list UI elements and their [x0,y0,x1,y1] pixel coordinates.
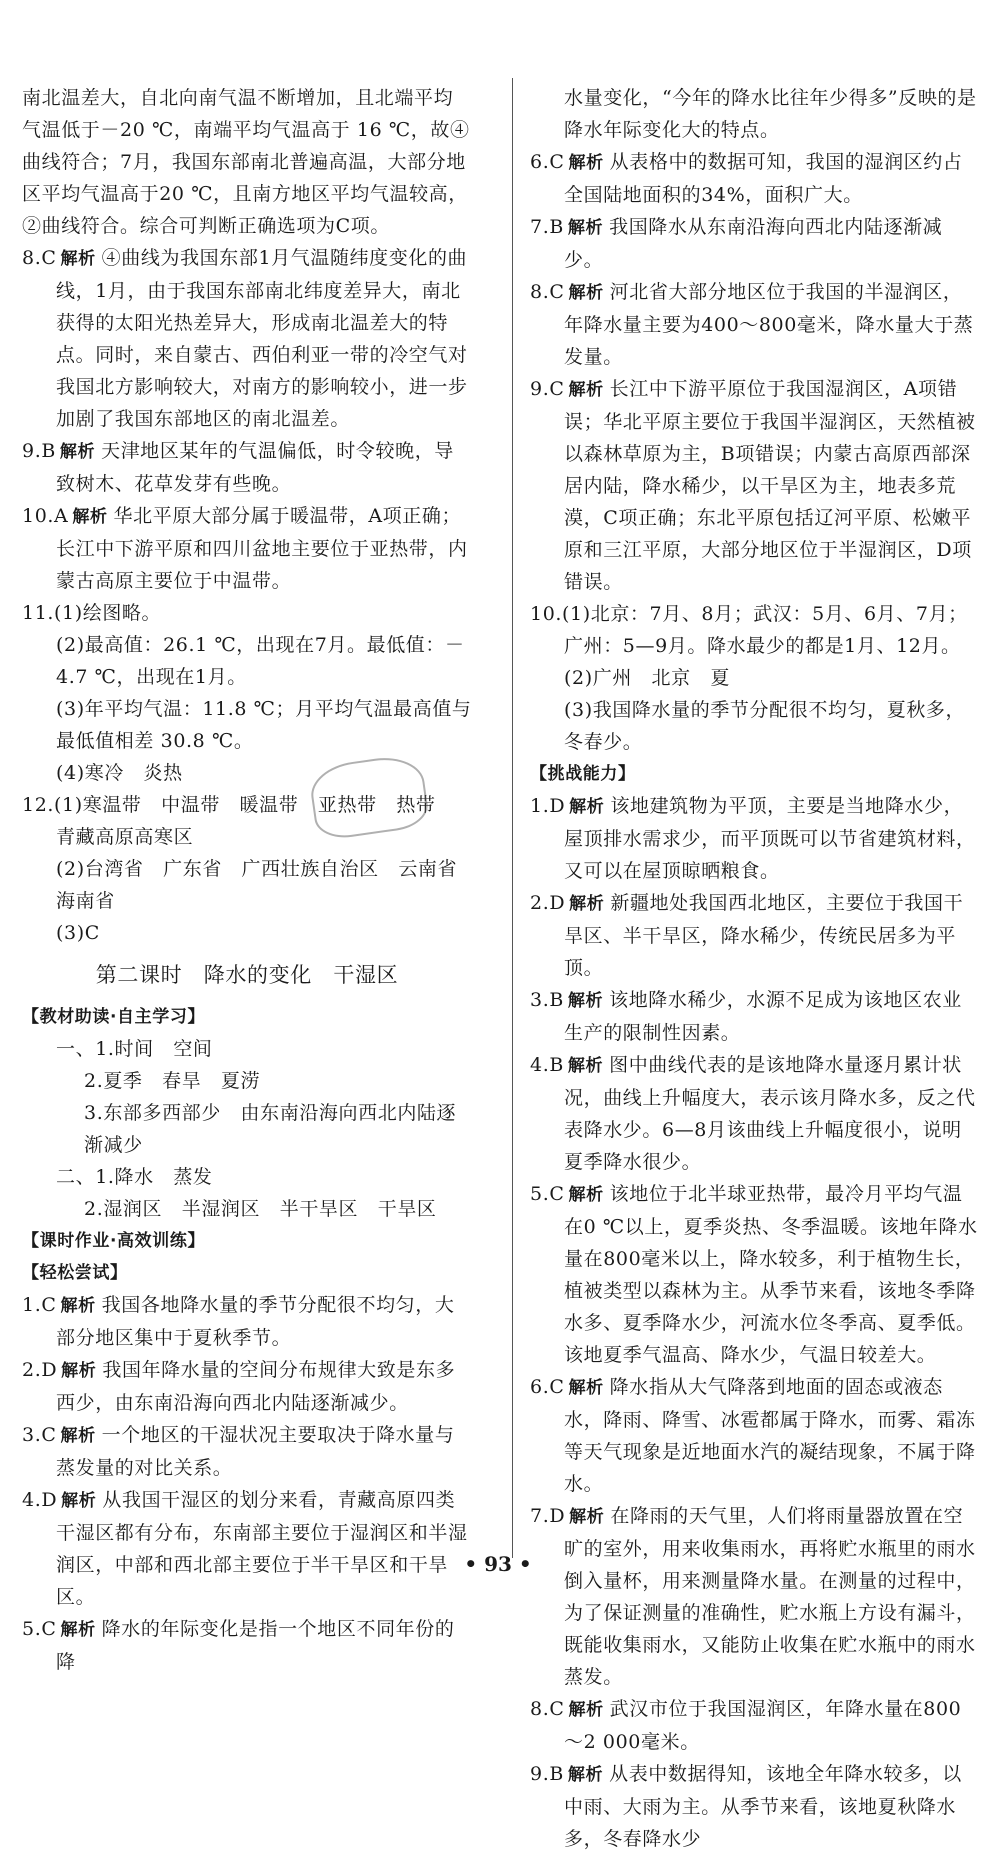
right-column [530,82,980,1855]
lesson-title: 第二课时 降水的变化 干湿区 [95,963,399,987]
easy-answer-1: 1.C 解析 我国各地降水量的季节分配很不均匀，大部分地区集中于夏秋季节。 [22,1294,455,1349]
section-challenge-heading: 【挑战能力】 [530,764,636,784]
analysis-label: 解析 [569,797,605,817]
study-item-3: 3.东部多西部少 由东南沿海向西北内陆逐渐减少 [84,1102,457,1156]
easy-answer-10-part-2: (2)广州 北京 夏 [564,667,730,689]
answer-11-part-4: (4)寒冷 炎热 [56,762,183,784]
analysis-label: 解析 [567,218,604,238]
analysis-label: 解析 [568,1185,604,1205]
answer-11-part-3: (3)年平均气温：11.8 ℃；月平均气温最高值与最低值相差 30.8 ℃。 [56,698,472,752]
analysis-label: 解析 [569,894,605,914]
analysis-label: 解析 [60,1426,96,1446]
easy-answer-3: 3.C 解析 一个地区的干湿状况主要取决于降水量与蒸发量的对比关系。 [22,1424,455,1479]
analysis-label: 解析 [60,249,96,269]
challenge-answer-3: 3.B 解析 该地降水稀少，水源不足成为该地区农业生产的限制性因素。 [530,989,962,1044]
challenge-answer-9: 9.B 解析 从表中数据得知，该地全年降水较多，以中雨、大雨为主。从季节来看，该地夏秋降水多，冬春降水少 [530,1763,962,1850]
analysis-label: 解析 [60,1296,96,1316]
analysis-label: 解析 [59,442,96,462]
analysis-label: 解析 [72,507,108,527]
study-item-4: 二、1.降水 蒸发 [56,1166,213,1188]
analysis-label: 解析 [567,991,604,1011]
page-number: • 93 • [464,1552,532,1576]
study-item-5: 2.湿润区 半湿润区 半干旱区 干旱区 [84,1198,437,1220]
answer-11-part-2: (2)最高值：26.1 ℃，出现在7月。最低值：－4.7 ℃，出现在1月。 [56,634,465,688]
easy-answer-7: 7.B 解析 我国降水从东南沿海向西北内陆逐渐减少。 [530,216,943,271]
analysis-label: 解析 [568,283,604,303]
analysis-label: 解析 [567,1056,604,1076]
left-column [22,82,477,1678]
column-divider [512,78,513,1558]
challenge-answer-1: 1.D 解析 该地建筑物为平顶，主要是当地降水少，屋顶排水需求少，而平顶既可以节省建筑材料，又可以在屋顶晾晒粮食。 [530,795,976,882]
study-item-2: 2.夏季 春旱 夏涝 [84,1070,261,1092]
answer-10: 10.A 解析 华北平原大部分属于暖温带，A项正确；长江中下游平原和四川盆地主要位于亚热带，内蒙古高原主要位于中温带。 [22,505,468,592]
analysis-label: 解析 [569,1507,605,1527]
challenge-answer-2: 2.D 解析 新疆地处我国西北地区，主要位于我国干旱区、半干旱区，降水稀少，传统民居多为平顶。 [530,892,964,979]
easy-answer-4: 4.D 解析 从我国干湿区的划分来看，青藏高原四类干湿区都有分布，东南部主要位于湿润区和半湿润区，中部和西北部主要位于半干旱区和干旱区。 [22,1489,468,1608]
analysis-label: 解析 [568,380,604,400]
easy-answer-5: 5.C 解析 降水的年际变化是指一个地区不同年份的降 [22,1618,455,1673]
answer-12-part-2: (2)台湾省 广东省 广西壮族自治区 云南省 海南省 [56,858,477,912]
continued-answer-5: 水量变化，“今年的降水比往年少得多”反映的是降水年际变化大的特点。 [564,87,977,141]
analysis-label: 解析 [568,1378,604,1398]
continued-answer-7: 南北温差大，自北向南气温不断增加，且北端平均气温低于－20 ℃，南端平均气温高于 16 ℃，故④曲线符合；7月，我国东部南北普遍高温，大部分地区平均气温高于20 ℃，且南方地区平均气温较高，②曲线符合。综合可判断正确选项为C项。 [22,87,470,237]
analysis-label: 解析 [60,1620,96,1640]
section-homework-heading: 【课时作业·高效训练】 [22,1231,206,1251]
easy-answer-10-part-1: 10.(1)北京：7月、8月；武汉：5月、6月、7月；广州：5—9月。降水最少的都是1月、12月。 [530,603,968,657]
section-study-heading: 【教材助读·自主学习】 [22,1007,206,1027]
analysis-label: 解析 [568,1700,604,1720]
analysis-label: 解析 [61,1361,97,1381]
easy-answer-2: 2.D 解析 我国年降水量的空间分布规律大致是东多西少，由东南沿海向西北内陆逐渐减少。 [22,1359,456,1414]
challenge-answer-5: 5.C 解析 该地位于北半球亚热带，最冷月平均气温在0 ℃以上，夏季炎热、冬季温暖。该地年降水量在800毫米以上，降水较多，利于植物生长，植被类型以森林为主。从季节来看，该地冬季降水多、夏季降水少，河流水位冬季高、夏季低。该地夏季气温高、降水少，气温日较差大。 [530,1183,978,1366]
answer-8: 8.C 解析 ④曲线为我国东部1月气温随纬度变化的曲线，1月，由于我国东部南北纬度差异大，南北获得的太阳光热差异大，形成南北温差大的特点。同时，来自蒙古、西伯利亚一带的冷空气对我国北方影响较大，对南方的影响较小，进一步加剧了我国东部地区的南北温差。 [22,247,468,430]
answer-9: 9.B 解析 天津地区某年的气温偏低，时令较晚，导致树木、花草发芽有些晚。 [22,440,454,495]
analysis-label: 解析 [61,1491,97,1511]
easy-answer-9: 9.C 解析 长江中下游平原位于我国湿润区，A项错误；华北平原主要位于我国半湿润区，天然植被以森林草原为主，B项错误；内蒙古高原西部深居内陆，降水稀少，以干旱区为主，地表多荒漠，C项正确；东北平原包括辽河平原、松嫩平原和三江平原，大部分地区位于半湿润区，D项错误。 [530,378,976,593]
challenge-answer-6: 6.C 解析 降水指从大气降落到地面的固态或液态水，降雨、降雪、冰雹都属于降水，而雾、霜冻等天气现象是近地面水汽的凝结现象，不属于降水。 [530,1376,976,1495]
answer-12-part-3: (3)C [56,922,100,944]
analysis-label: 解析 [567,1765,604,1785]
challenge-answer-7: 7.D 解析 在降雨的天气里，人们将雨量器放置在空旷的室外，用来收集雨水，再将贮水瓶里的雨水倒入量杯，用来测量降水量。在测量的过程中，为了保证测量的准确性，贮水瓶上方设有漏斗，既能收集雨水，又能防止收集在贮水瓶中的雨水蒸发。 [530,1505,976,1688]
easy-answer-8: 8.C 解析 河北省大部分地区位于我国的半湿润区，年降水量主要为400～800毫米，降水量大于蒸发量。 [530,281,974,368]
study-item-1: 一、1.时间 空间 [56,1038,213,1060]
challenge-answer-4: 4.B 解析 图中曲线代表的是该地降水量逐月累计状况，曲线上升幅度大，表示该月降水多，反之代表降水少。6—8月该曲线上升幅度很小，说明夏季降水很少。 [530,1054,976,1173]
answer-11-part-1: 11.(1)绘图略。 [22,602,162,624]
answer-12-part-1: 12.(1)寒温带 中温带 暖温带 亚热带 热带 青藏高原高寒区 [22,794,456,848]
section-easy-heading: 【轻松尝试】 [22,1263,128,1283]
easy-answer-10-part-3: (3)我国降水量的季节分配很不均匀，夏秋多，冬春少。 [564,699,966,753]
analysis-label: 解析 [568,153,604,173]
challenge-answer-8: 8.C 解析 武汉市位于我国湿润区，年降水量在800～2 000毫米。 [530,1698,962,1753]
easy-answer-6: 6.C 解析 从表格中的数据可知，我国的湿润区约占全国陆地面积的34%，面积广大。 [530,151,963,206]
